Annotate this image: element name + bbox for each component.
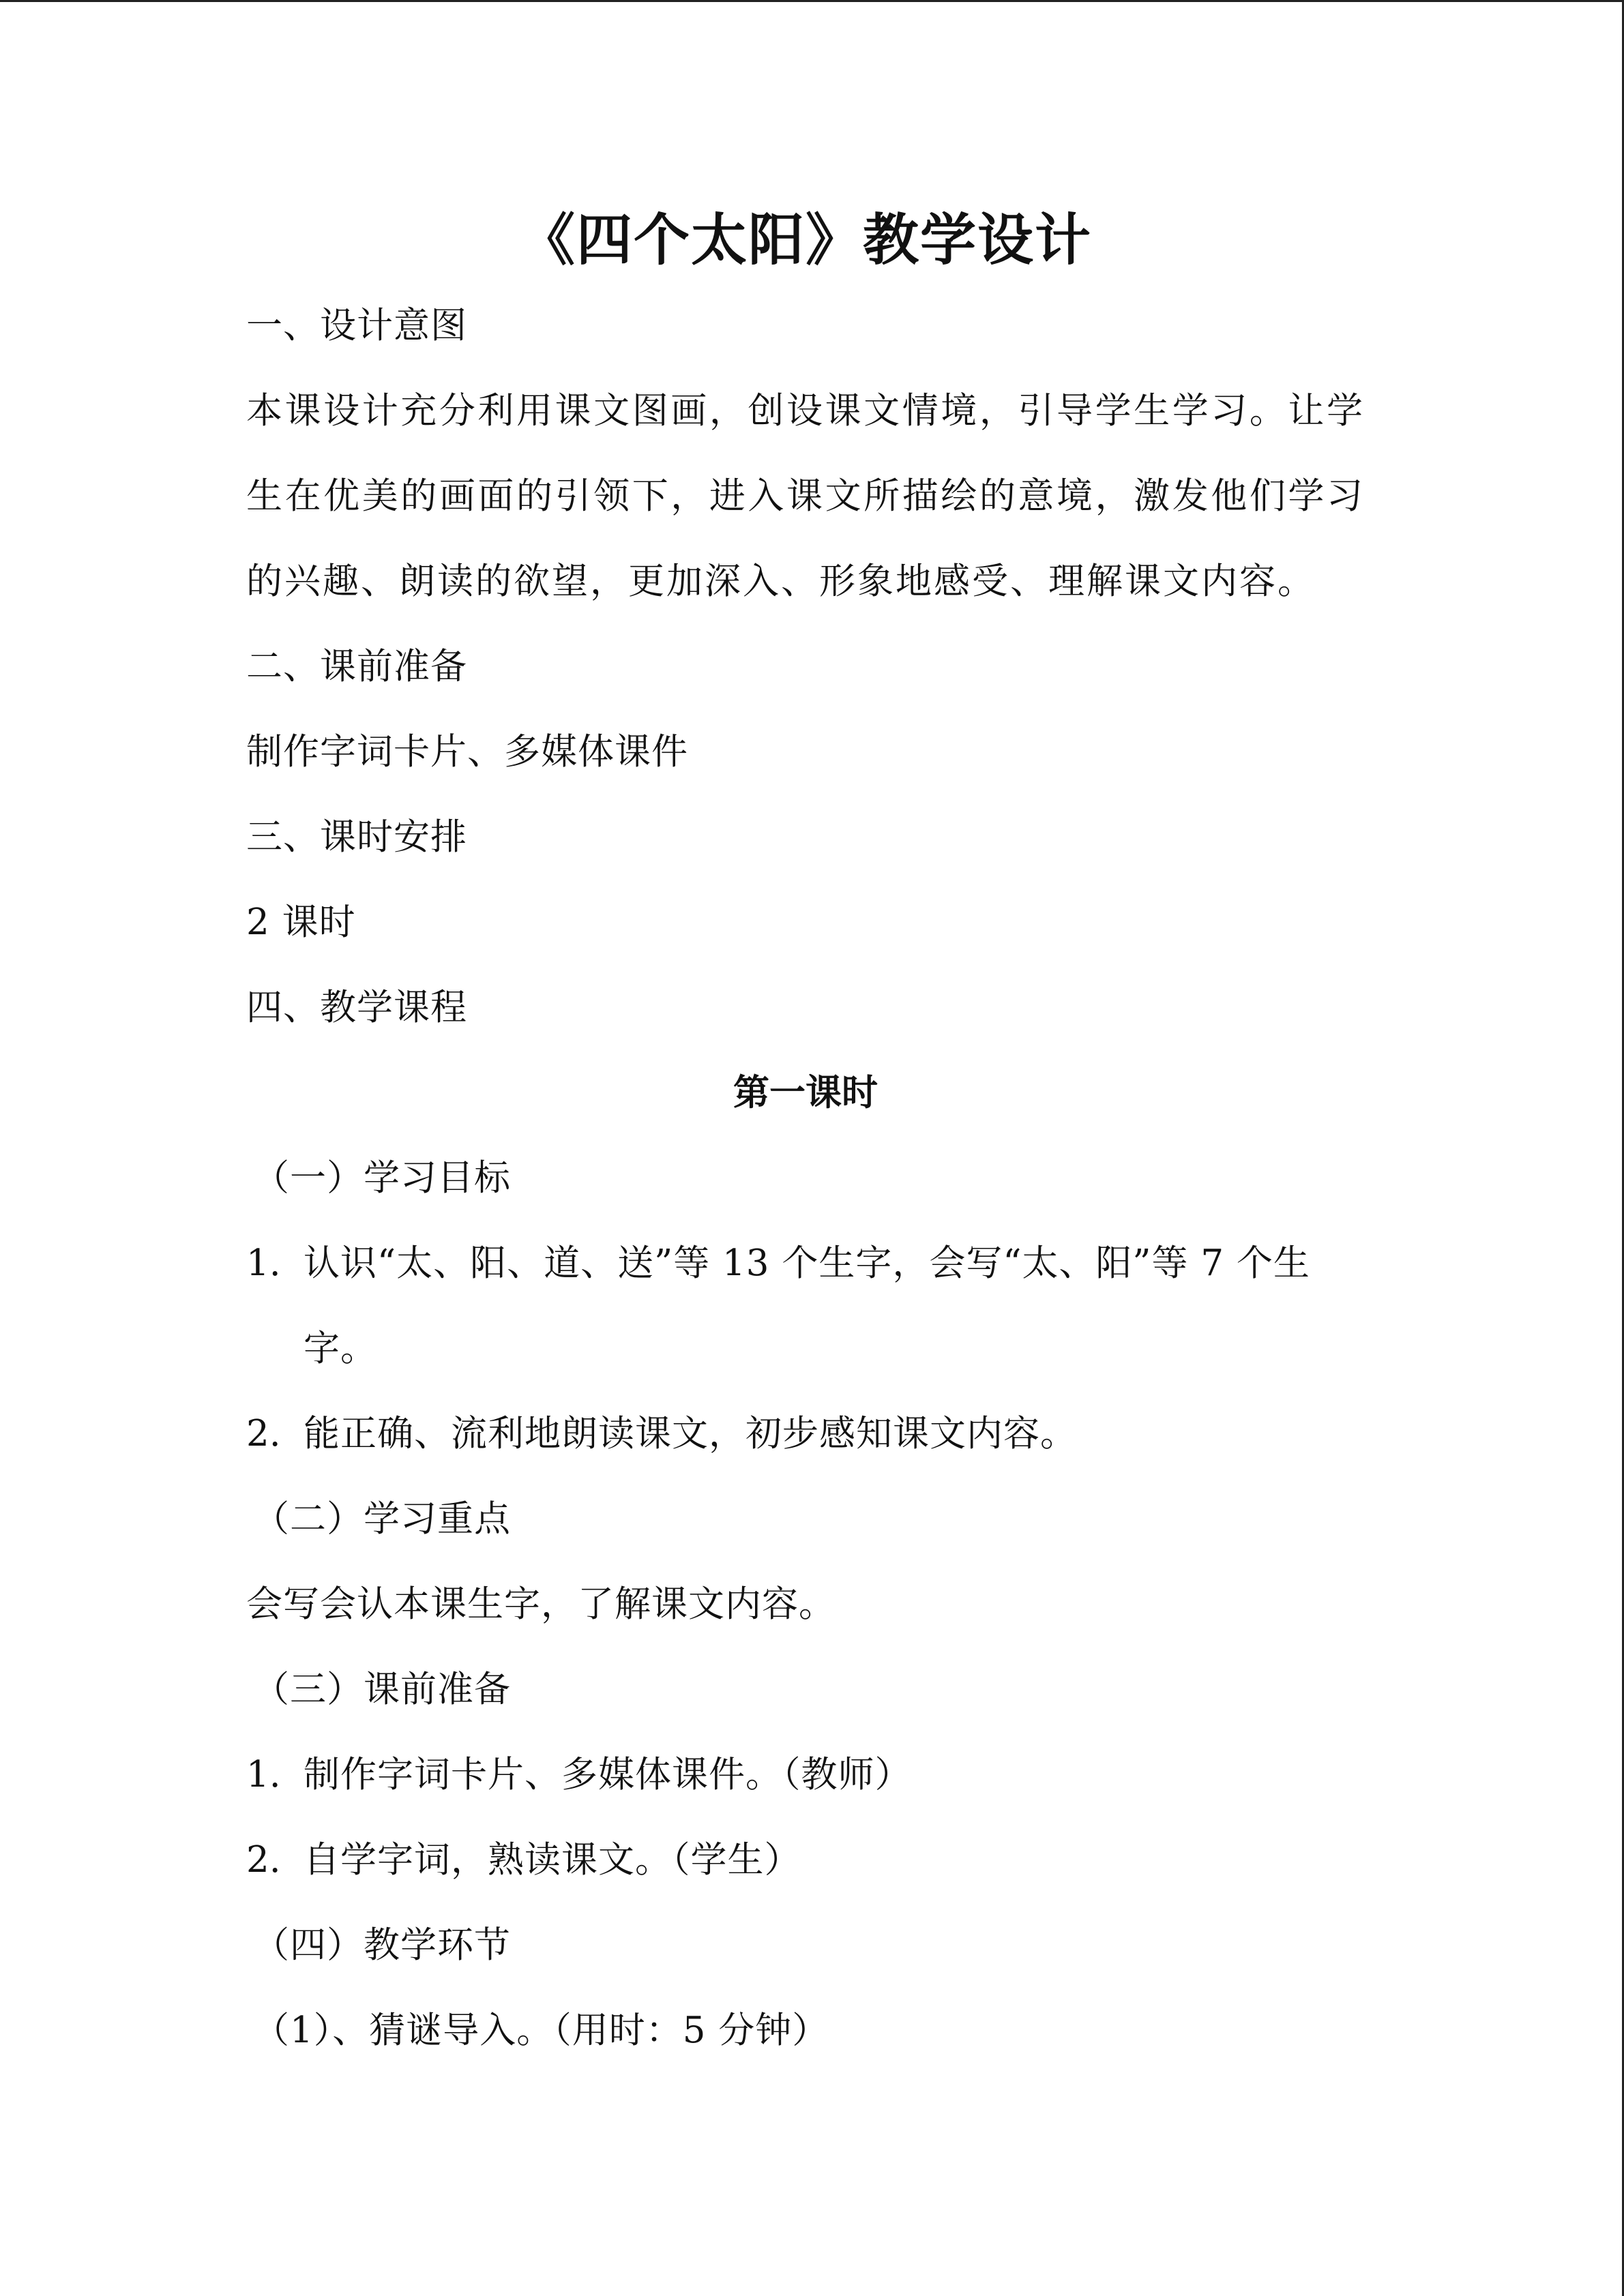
steps-heading: （四）教学环节 [253,1924,511,1966]
document-body [246,198,1365,2073]
section-heading-preparation: 二、课前准备 [246,646,467,687]
goal-item-text: 能正确、流利地朗读课文，初步感知课文内容。 [304,1413,1077,1455]
section-heading-design-intent: 一、设计意图 [246,305,467,346]
prep-item-text: 制作字词卡片、多媒体课件。（教师） [304,1754,912,1795]
focus-text: 会写会认本课生字，了解课文内容。 [246,1583,836,1625]
preparation-text: 制作字词卡片、多媒体课件 [246,731,688,773]
prep-item-number: 2. [246,1839,281,1881]
prep-item [246,1732,1365,1817]
goal-item-text: 认识“太、阳、道、送”等 13 个生字，会写“太、阳”等 7 个生字。 [304,1242,1310,1369]
lesson-title: 第一课时 [733,1071,878,1114]
section-heading-schedule: 三、课时安排 [246,816,467,858]
goal-item-number: 1. [246,1242,281,1284]
goals-heading: （一）学习目标 [253,1157,511,1199]
design-intent-paragraph: 本课设计充分利用课文图画，创设课文情境，引导学生学习。让学生在优美的画面的引领下，进入课文所描绘的意境，激发他们学习的兴趣、朗读的欲望，更加深入、形象地感受、理解课文内容。 [246,390,1365,602]
goal-item [246,1221,1365,1391]
prep-item-text: 自学字词，熟读课文。（学生） [304,1839,801,1881]
goal-item [246,1391,1365,1476]
document-title: 《四个太阳》教学设计 [518,207,1092,273]
step-1-text: （1）、猜谜导入。（用时：5 分钟） [253,2010,829,2051]
prep-item-number: 1. [246,1754,281,1795]
prep-heading: （三）课前准备 [253,1669,511,1710]
schedule-text: 2 课时 [246,901,356,943]
section-heading-teaching-course: 四、教学课程 [246,987,467,1028]
prep-item [246,1817,1365,1903]
focus-heading: （二）学习重点 [253,1498,511,1540]
goal-item-number: 2. [246,1413,281,1455]
